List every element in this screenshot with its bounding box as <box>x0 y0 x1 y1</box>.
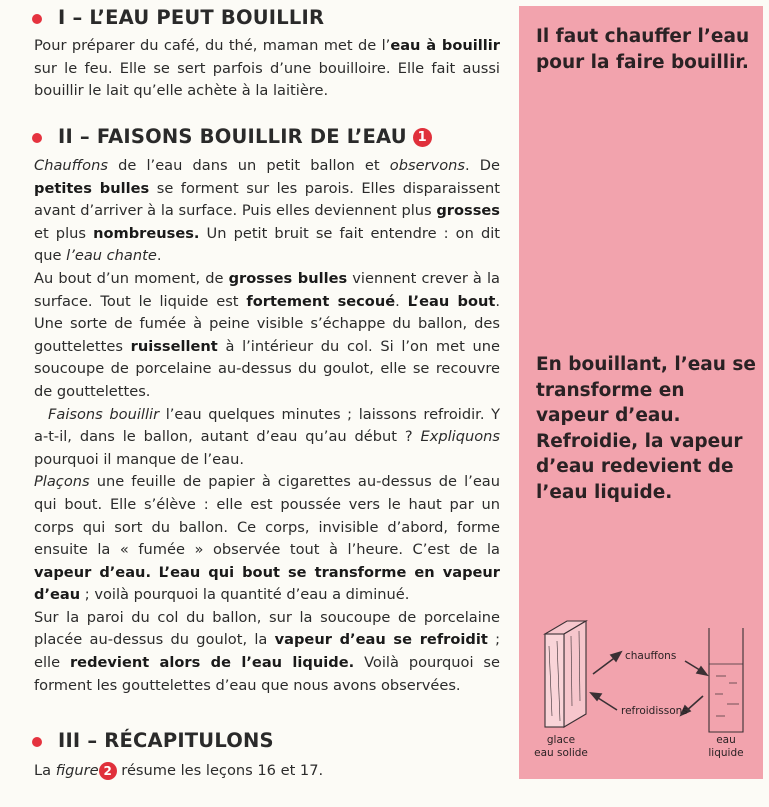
paragraph-placons: Plaçons une feuille de papier à cigarettes au-dessus de l’eau qui bout. Elle s’élève : elle est poussée vers le haut par un corps qui sort du ballon. Ce corps, invisible d’abord, forme ensuite la « fumée » observée tout à l’heure. C’est de la vapeur d’eau. L’eau qui bout se transforme en vapeur d’eau ; voilà pourquoi la quantité d’eau a diminué. <box>34 473 500 604</box>
label-water: eau liquide <box>708 734 744 759</box>
section-1-title: I – L’EAU PEUT BOUILLIR <box>58 6 325 29</box>
summary-sidebar <box>519 6 763 779</box>
section-2-body <box>34 155 500 697</box>
figure-2-badge: 2 <box>99 762 117 780</box>
figure-2-diagram <box>519 606 763 779</box>
red-bullet-icon <box>32 14 42 24</box>
label-ice: glace eau solide <box>534 734 588 759</box>
paragraph-paroi: Sur la paroi du col du ballon, sur la soucoupe de porcelaine placée au-dessus du goulot, la vapeur d’eau se refroidit ; elle redevient alors de l’eau liquide. Voilà pourquoi se forment les gouttelettes d’eau que nous avons observées. <box>34 608 501 694</box>
summary-box-1: Il faut chauffer l’eau pour la faire bouillir. <box>536 26 750 73</box>
figure-1-badge: 1 <box>413 128 432 147</box>
section-2-heading <box>34 125 432 148</box>
section-1-paragraph: Pour préparer du café, du thé, maman met de l’eau à bouillir sur le feu. Elle se sert parfois d’une bouilloire. Elle fait aussi bouillir le lait qu’elle achète à la laitière. <box>34 37 500 100</box>
beaker-icon <box>709 628 743 732</box>
label-chauffons: chauffons <box>625 650 677 662</box>
label-refroidissons: refroidissons <box>621 705 688 717</box>
red-bullet-icon <box>32 133 42 143</box>
section-3-paragraph: La figure 2 résume les leçons 16 et 17. <box>34 762 324 779</box>
section-2-title: II – FAISONS BOUILLIR DE L’EAU <box>58 125 407 148</box>
section-1-heading <box>34 6 324 29</box>
paragraph-faisons-bouillir: Faisons bouillir l’eau quelques minutes ; laissons refroidir. Y a-t-il, dans le ballon, autant d’eau qu’au début ? Expliquons pourquoi il manque de l’eau. <box>34 405 501 468</box>
summary-box-2: En bouillant, l’eau se transforme en vapeur d’eau. Refroidie, la vapeur d’eau redevient de l’eau liquide. <box>536 354 756 503</box>
paragraph-chauffons: Chauffons de l’eau dans un petit ballon et observons. De petites bulles se forment sur les parois. Elles disparaissent avant d’arriver à la surface. Puis elles deviennent plus grosses et plus nombreuses. Un petit bruit se fait entendre : on dit que l’eau chante. <box>34 157 501 265</box>
section-3-heading <box>34 729 274 752</box>
ice-block-icon <box>545 621 586 727</box>
section-3-title: III – RÉCAPITULONS <box>58 729 274 752</box>
paragraph-bulles: Au bout d’un moment, de grosses bulles viennent crever à la surface. Tout le liquide est fortement secoué. L’eau bout. Une sorte de fumée à peine visible s’échappe du ballon, des gouttelettes ruissellent à l’intérieur du col. Si l’on met une soucoupe de porcelaine au-dessus du goulot, elle se recouvre de gouttelettes. <box>34 269 501 400</box>
red-bullet-icon <box>32 737 42 747</box>
